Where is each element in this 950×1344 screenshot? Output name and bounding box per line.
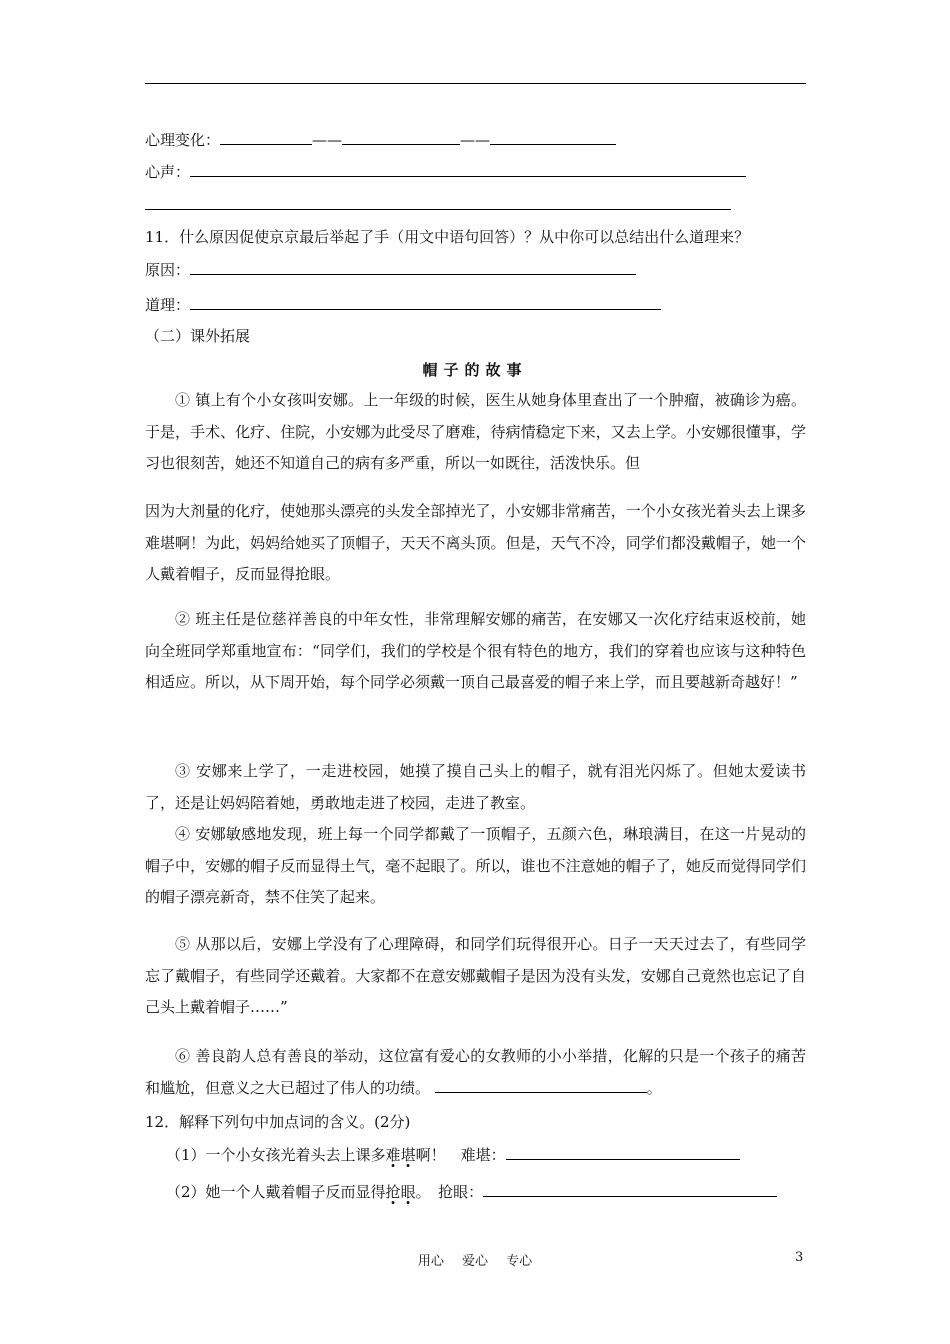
q12-item-1-pre: （1）一个小女孩光着头去上课多 (166, 1146, 386, 1164)
psych-change-line (145, 128, 616, 151)
period: 。 (646, 1078, 662, 1097)
inner-voice-label: 心声： (145, 163, 191, 181)
question-11: 11．什么原因促使京京最后举起了手（用文中语句回答）？从中你可以总结出什么道理来？ (145, 228, 750, 246)
dash: —— (460, 131, 491, 149)
answer-rule (145, 209, 731, 210)
section-heading: （二）课外拓展 (145, 327, 251, 345)
reason-label: 原因： (145, 261, 191, 279)
dotted-char: 难 (385, 1146, 401, 1164)
answer-blank[interactable] (190, 293, 661, 310)
story-paragraph-6 (145, 1041, 806, 1104)
answer-blank[interactable] (506, 1143, 740, 1160)
reason-line (145, 258, 636, 281)
dotted-char: 眼 (400, 1183, 416, 1201)
story-title: 帽子的故事 (422, 361, 528, 379)
answer-blank[interactable] (190, 258, 636, 275)
answer-blank[interactable] (190, 160, 746, 177)
header-rule (145, 83, 806, 84)
story-paragraph-2: ② 班主任是位慈祥善良的中年女性，非常理解安娜的痛苦，在安娜又一次化疗结束返校前，她向全班同学郑重地宣布：“同学们，我们的学校是个很有特色的地方，我们的穿着也应该与这种特色相适应。所以，从下周开始，每个同学必须戴一顶自己最喜爱的帽子来上学，而且要越新奇越好！” (145, 610, 806, 691)
answer-blank[interactable] (483, 1180, 777, 1197)
dotted-char: 堪 (400, 1146, 416, 1164)
principle-label: 道理： (145, 296, 191, 314)
principle-line (145, 293, 661, 316)
story-paragraph-1: ① 镇上有个小女孩叫安娜。上一年级的时候，医生从她身体里查出了一个肿瘤，被确诊为癌。于是，手术、化疗、住院，小安娜为此受尽了磨难，待病情稳定下来，又去上学。小安娜很懂事，学习也很刻苦，她还不知道自己的病有多严重，所以一如既往，活泼快乐。但 (145, 391, 806, 472)
story-paragraph-4: ④ 安娜敏感地发现，班上每一个同学都戴了一顶帽子，五颜六色，琳琅满目，在这一片晃动的帽子中，安娜的帽子反而显得土气，毫不起眼了。所以，谁也不注意她的帽子了，她反而觉得同学们的帽子漂亮新奇，禁不住笑了起来。 (145, 825, 806, 906)
q12-item-1 (166, 1143, 740, 1166)
dotted-char: 抢 (385, 1183, 401, 1201)
q12-item-2-pre: （2）她一个人戴着帽子反而显得 (166, 1183, 386, 1201)
inner-voice-line (145, 160, 746, 183)
answer-blank[interactable] (490, 128, 616, 145)
footer-motto: 用心 爱心 专心 (417, 1254, 533, 1269)
answer-blank[interactable] (342, 128, 460, 145)
q12-item-2-post: 。 抢眼： (415, 1183, 484, 1201)
dash: —— (312, 131, 343, 149)
question-12: 12．解释下列句中加点词的含义。(2分) (145, 1113, 411, 1131)
page-number: 3 (795, 1250, 804, 1265)
story-paragraph-1b: 因为大剂量的化疗，使她那头漂亮的头发全部掉光了，小安娜非常痛苦，一个小女孩光着头去上课多难堪啊！为此，妈妈给她买了顶帽子，天天不离头顶。但是，天气不冷，同学们都没戴帽子，她一个人戴着帽子，反而显得抢眼。 (145, 502, 806, 583)
answer-blank[interactable] (435, 1076, 647, 1093)
psych-change-label: 心理变化： (145, 131, 221, 149)
story-paragraph-6-text: ⑥ 善良韵人总有善良的举动，这位富有爱心的女教师的小小举措，化解的只是一个孩子的痛苦和尴尬，但意义之大已超过了伟人的功绩。 (145, 1047, 806, 1097)
story-paragraph-5: ⑤ 从那以后，安娜上学没有了心理障碍，和同学们玩得很开心。日子一天天过去了，有些同学忘了戴帽子，有些同学还戴着。大家都不在意安娜戴帽子是因为没有头发，安娜自己竟然也忘记了自己头上戴着帽子……” (145, 935, 806, 1016)
story-paragraph-3: ③ 安娜来上学了，一走进校园，她摸了摸自己头上的帽子，就有泪光闪烁了。但她太爱读书了，还是让妈妈陪着她，勇敢地走进了校园，走进了教室。 (145, 762, 806, 812)
q12-item-1-post: 啊！ 难堪： (415, 1146, 506, 1164)
q12-item-2 (166, 1180, 777, 1203)
answer-blank[interactable] (220, 128, 312, 145)
